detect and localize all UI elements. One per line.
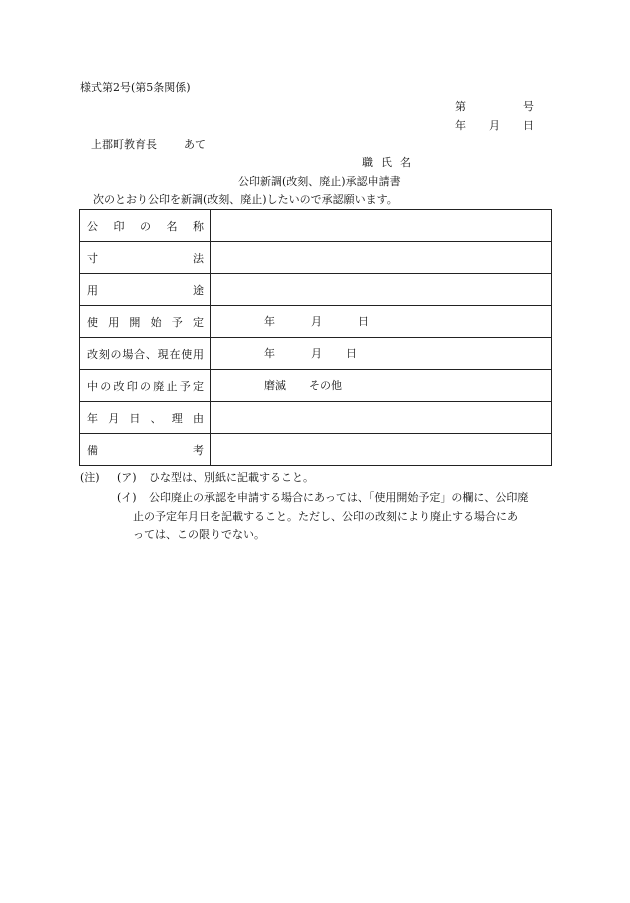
option-other: その他	[309, 379, 342, 392]
note-i-line-1: 公印廃止の承認を申請する場合にあっては、「使用開始予定」の欄に、公印廃	[149, 491, 529, 504]
purpose-field[interactable]	[211, 274, 552, 306]
row-label-start-date: 使用開始予定	[80, 306, 211, 338]
row-label-remarks: 備考	[80, 434, 211, 466]
start-date-field[interactable]	[211, 306, 552, 338]
date-reason-field[interactable]	[211, 402, 552, 434]
start-date-year: 年	[264, 315, 275, 328]
abolish-date-day: 日	[346, 347, 357, 360]
abolish-date-year: 年	[264, 347, 275, 360]
table-row	[80, 370, 552, 402]
seal-name-field[interactable]	[211, 210, 552, 242]
note-i-line-3: っては、この限りでない。	[133, 528, 265, 541]
abolish-reason-options[interactable]	[211, 370, 552, 402]
applicant-title-name: 職氏名	[362, 156, 419, 169]
table-row	[80, 306, 552, 338]
note-i-line-2: 止の予定年月日を記載すること。ただし、公印の改刻により廃止する場合にあ	[133, 510, 518, 523]
option-wear: 磨滅	[264, 379, 286, 392]
document-number-prefix: 第	[455, 100, 466, 113]
dimensions-field[interactable]	[211, 242, 552, 274]
row-label-purpose: 用途	[80, 274, 211, 306]
table-row	[80, 338, 552, 370]
table-row	[80, 242, 552, 274]
addressee: 上郡町教育長	[91, 138, 157, 151]
remarks-field[interactable]	[211, 434, 552, 466]
addressee-suffix: あて	[184, 138, 206, 151]
document-number-suffix: 号	[523, 100, 534, 113]
row-label-dimensions: 寸法	[80, 242, 211, 274]
table-row	[80, 434, 552, 466]
row-label-abolish-plan: 中の改印の廃止予定	[80, 370, 211, 402]
note-heading: (注)	[80, 471, 100, 484]
document-title: 公印新調(改刻、廃止)承認申請書	[238, 175, 401, 188]
start-date-day: 日	[358, 315, 369, 328]
note-a-text: ひな型は、別紙に記載すること。	[149, 471, 314, 484]
header-date-month: 月	[489, 119, 500, 132]
note-i-marker: (イ)	[117, 491, 137, 504]
abolish-date-field[interactable]	[211, 338, 552, 370]
intro-text: 次のとおり公印を新調(改刻、廃止)したいので承認願います。	[93, 193, 398, 206]
table-row	[80, 210, 552, 242]
seal-application-table	[79, 209, 552, 466]
note-a-marker: (ア)	[117, 471, 137, 484]
header-date-year: 年	[455, 119, 466, 132]
table-row	[80, 402, 552, 434]
abolish-date-month: 月	[311, 347, 322, 360]
row-label-seal-name: 公印の名称	[80, 210, 211, 242]
row-label-date-reason: 年月日、理由	[80, 402, 211, 434]
start-date-month: 月	[311, 315, 322, 328]
header-date-day: 日	[523, 119, 534, 132]
row-label-current-use: 改刻の場合、現在使用	[80, 338, 211, 370]
form-number: 様式第2号(第5条関係)	[80, 81, 191, 94]
table-row	[80, 274, 552, 306]
